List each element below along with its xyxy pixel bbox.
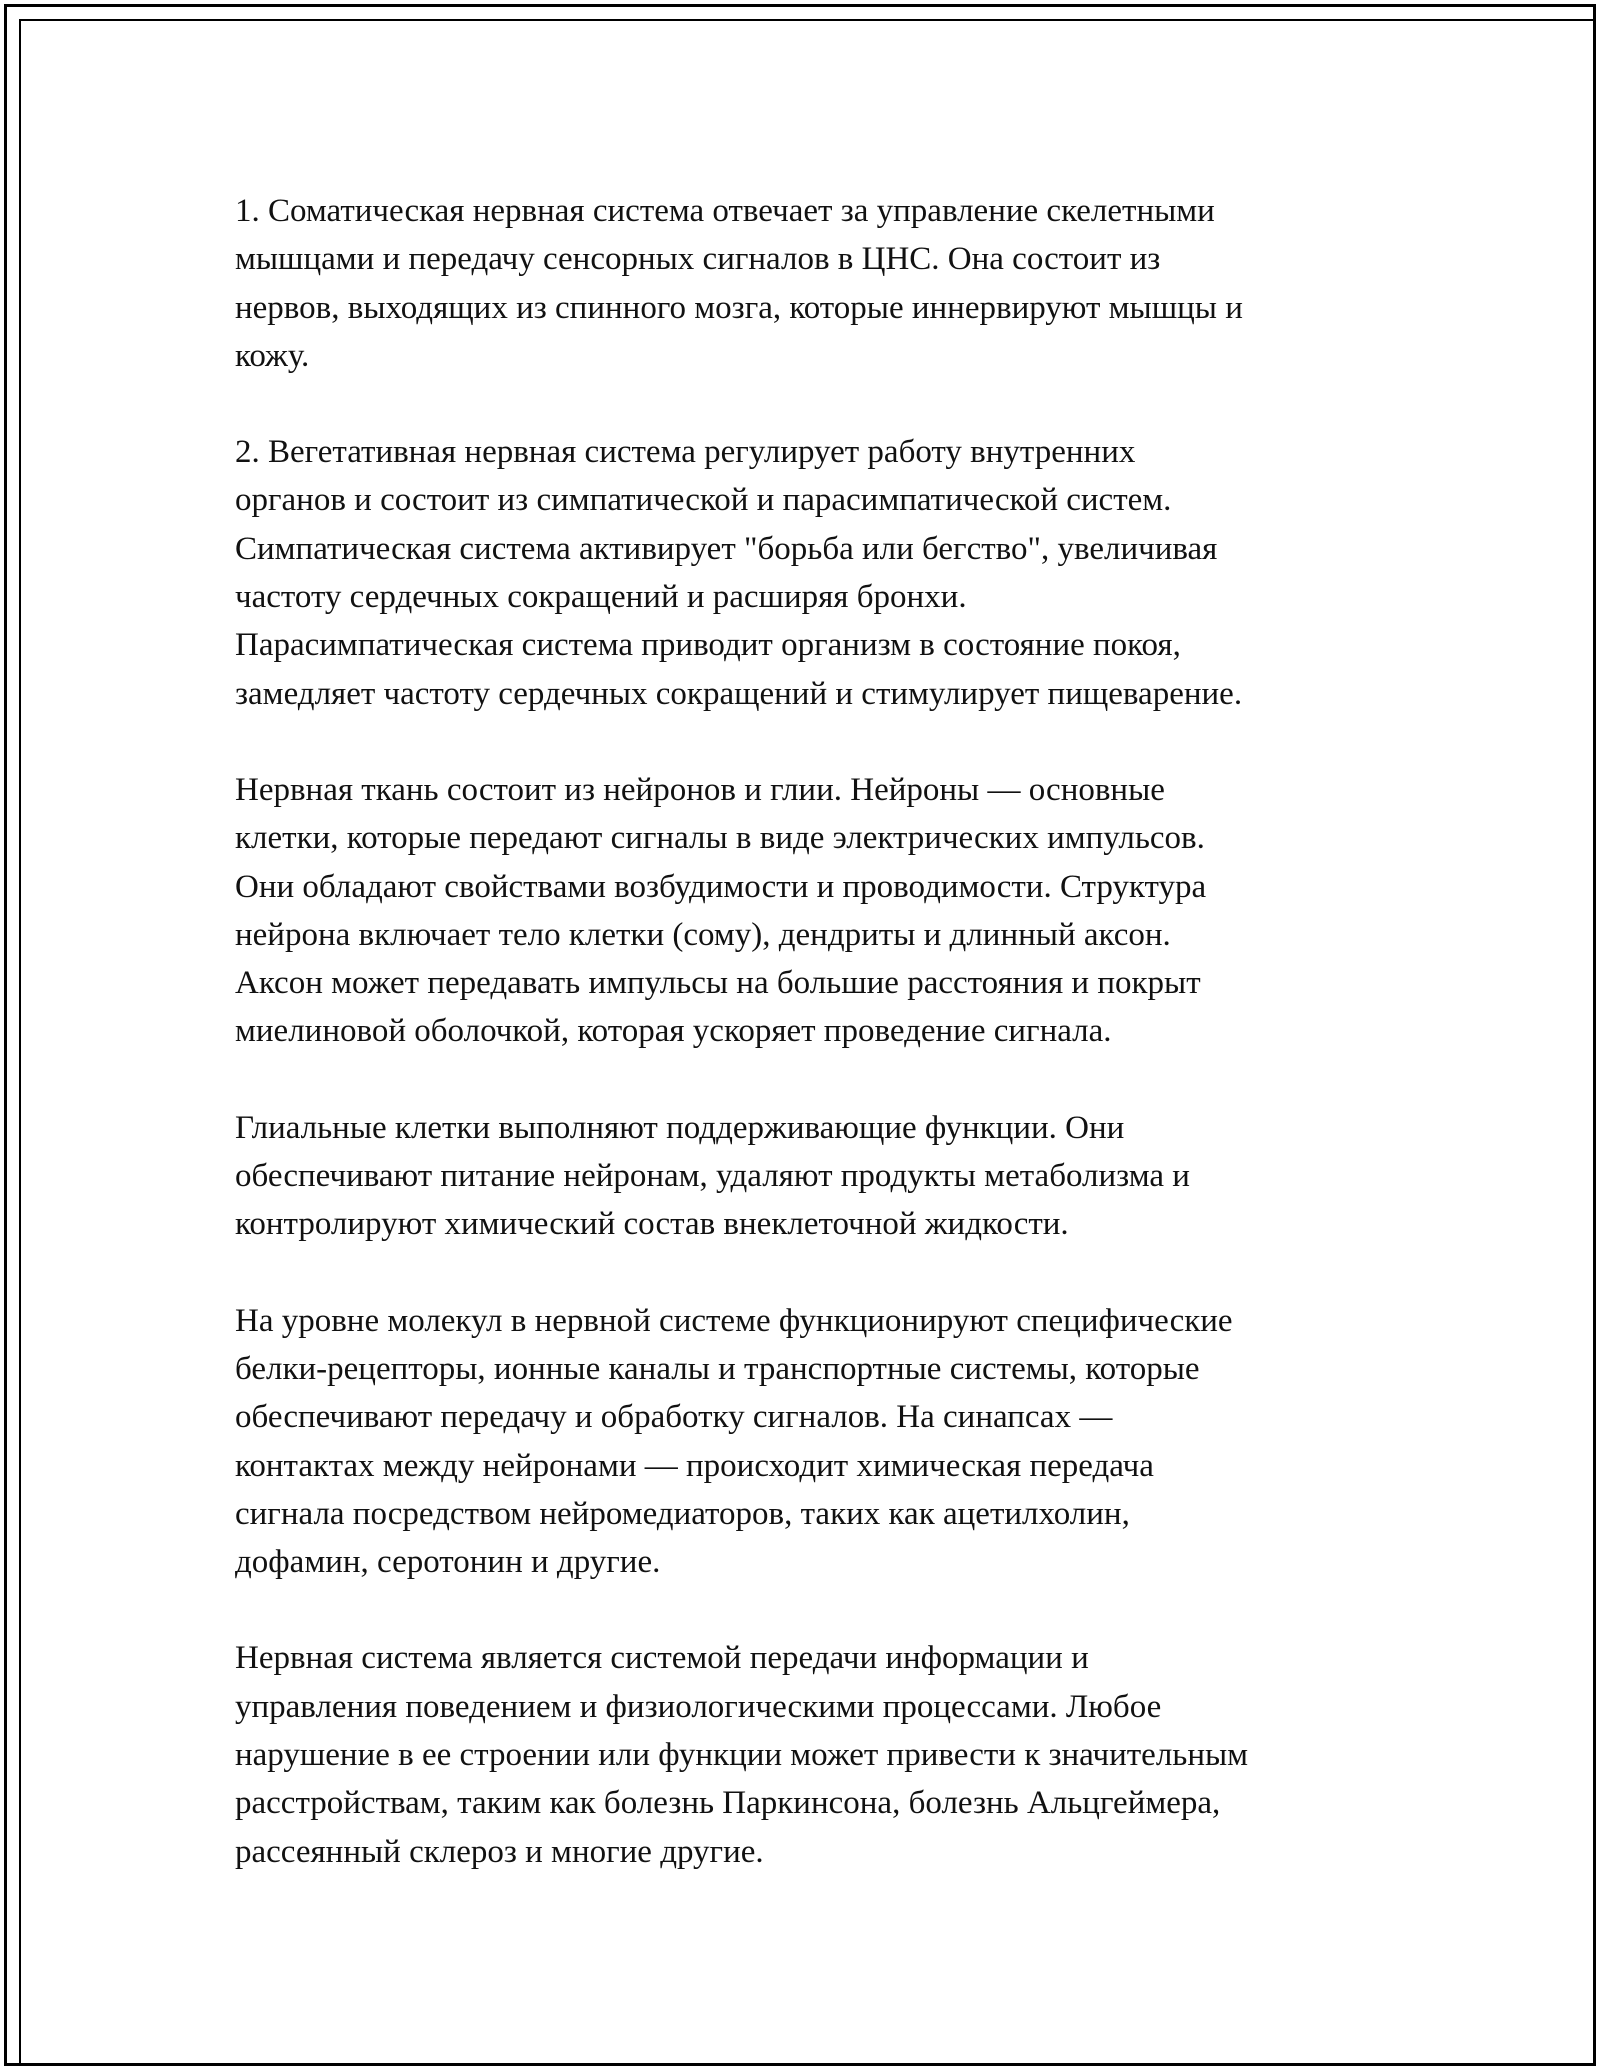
text-line: дофамин, серотонин и другие. (235, 1544, 661, 1581)
text-line: замедляет частоту сердечных сокращений и стимулирует пищеварение. (235, 675, 1243, 712)
paragraph-autonomic-system (235, 428, 1375, 718)
text-line: Нервная ткань состоит из нейронов и глии. Нейроны — основные (235, 771, 1165, 808)
text-line: Глиальные клетки выполняют поддерживающие функции. Они (235, 1109, 1125, 1146)
text-line: белки-рецепторы, ионные каналы и транспортные системы, которые (235, 1350, 1200, 1387)
text-line: кожу. (235, 337, 310, 374)
text-line: нервов, выходящих из спинного мозга, которые иннервируют мышцы и (235, 289, 1243, 326)
paragraph-nervous-tissue (235, 766, 1375, 1056)
text-line: клетки, которые передают сигналы в виде электрических импульсов. (235, 820, 1205, 857)
paragraph-molecular-level (235, 1297, 1375, 1587)
text-line: обеспечивают питание нейронам, удаляют продукты метаболизма и (235, 1158, 1190, 1195)
text-line: обеспечивают передачу и обработку сигналов. На синапсах — (235, 1399, 1113, 1436)
text-line: 1. Соматическая нервная система отвечает за управление скелетными (235, 193, 1215, 229)
text-line: частоту сердечных сокращений и расширяя бронхи. (235, 579, 967, 616)
text-line: мышцами и передачу сенсорных сигналов в ЦНС. Она состоит из (235, 241, 1161, 278)
text-line: Парасимпатическая система приводит организм в состояние покоя, (235, 627, 1181, 664)
document-body (235, 187, 1375, 1924)
text-line: 2. Вегетативная нервная система регулирует работу внутренних (235, 434, 1136, 471)
text-line: нейрона включает тело клетки (сому), дендриты и длинный аксон. (235, 916, 1171, 953)
text-line: рассеянный склероз и многие другие. (235, 1833, 764, 1870)
text-line: На уровне молекул в нервной системе функционируют специфические (235, 1302, 1233, 1339)
text-line: Аксон может передавать импульсы на большие расстояния и покрыт (235, 965, 1201, 1002)
paragraph-conclusion (235, 1634, 1375, 1875)
text-line: миелиновой оболочкой, которая ускоряет проведение сигнала. (235, 1013, 1112, 1050)
text-line: контролируют химический состав внеклеточной жидкости. (235, 1206, 1069, 1243)
text-line: Они обладают свойствами возбудимости и проводимости. Структура (235, 868, 1207, 905)
text-line: Нервная система является системой передачи информации и (235, 1640, 1089, 1677)
text-line: нарушение в ее строении или функции может привести к значительным (235, 1737, 1249, 1774)
text-line: контактах между нейронами — происходит химическая передача (235, 1447, 1154, 1484)
paragraph-somatic-system (235, 187, 1375, 380)
text-line: управления поведением и физиологическими процессами. Любое (235, 1688, 1162, 1725)
text-line: сигнала посредством нейромедиаторов, таких как ацетилхолин, (235, 1495, 1130, 1532)
text-line: органов и состоит из симпатической и парасимпатической систем. (235, 482, 1172, 519)
text-line: Симпатическая система активирует "борьба или бегство", увеличивая (235, 530, 1218, 567)
text-line: расстройствам, таким как болезнь Паркинсона, болезнь Альцгеймера, (235, 1785, 1221, 1822)
paragraph-glial-cells (235, 1104, 1375, 1249)
